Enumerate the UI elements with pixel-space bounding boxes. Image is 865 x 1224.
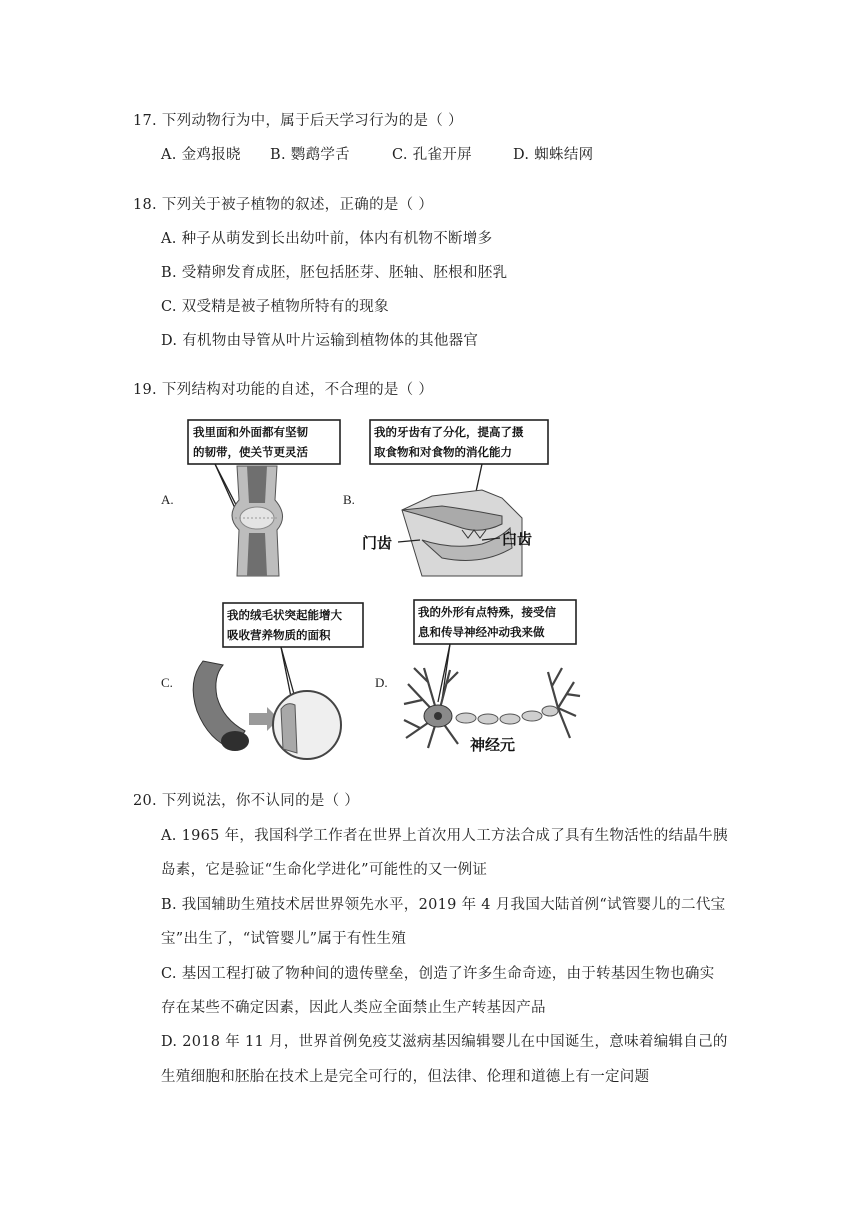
q17-option-c: C. 孔雀开屏 bbox=[392, 147, 472, 163]
neuron-caption-line1: 我的外形有点特殊，接受信 bbox=[418, 605, 556, 619]
q17-stem: 17. 下列动物行为中，属于后天学习行为的是（ ） bbox=[133, 113, 463, 129]
villi-caption-line1: 我的绒毛状突起能增大 bbox=[227, 608, 342, 622]
q19-label-b: B. bbox=[343, 492, 355, 507]
teeth-caption-line1: 我的牙齿有了分化，提高了摄 bbox=[374, 425, 524, 439]
q20-option-a-line2: 岛素，它是验证“生命化学进化”可能性的又一例证 bbox=[161, 862, 488, 878]
q19-stem: 19. 下列结构对功能的自述，不合理的是（ ） bbox=[133, 382, 434, 398]
q18-option-b: B. 受精卵发育成胚，胚包括胚芽、胚轴、胚根和胚乳 bbox=[161, 265, 508, 281]
q18-option-d: D. 有机物由导管从叶片运输到植物体的其他器官 bbox=[161, 333, 479, 349]
q18-option-a: A. 种子从萌发到长出幼叶前，体内有机物不断增多 bbox=[161, 231, 493, 247]
neuron-label: 神经元 bbox=[470, 736, 516, 754]
q17-option-d: D. 蜘蛛结网 bbox=[513, 147, 594, 163]
villi-caption-line2: 吸收营养物质的面积 bbox=[227, 628, 331, 642]
q20-option-c-line1: C. 基因工程打破了物种间的遗传壁垒，创造了许多生命奇迹，由于转基因生物也确实 bbox=[161, 966, 715, 982]
q19-label-d: D. bbox=[375, 675, 388, 690]
molar-label: 臼齿 bbox=[502, 530, 533, 548]
q20-option-c-line2: 存在某些不确定因素，因此人类应全面禁止生产转基因产品 bbox=[161, 1000, 546, 1016]
q20-option-d-line1: D. 2018 年 11 月，世界首例免疫艾滋病基因编辑婴儿在中国诞生，意味着编辑自己的 bbox=[161, 1034, 728, 1050]
incisor-label: 门齿 bbox=[362, 534, 393, 552]
neuron-caption-line2: 息和传导神经冲动我来做 bbox=[418, 625, 545, 639]
q20-option-b-line1: B. 我国辅助生殖技术居世界领先水平，2019 年 4 月我国大陆首例“试管婴儿的二代宝 bbox=[161, 897, 726, 913]
villi-figure bbox=[183, 601, 368, 761]
teeth-caption-line2: 取食物和对食物的消化能力 bbox=[374, 445, 512, 459]
joint-caption-line1: 我里面和外面都有坚韧 bbox=[193, 425, 308, 439]
teeth-figure bbox=[362, 418, 552, 580]
neuron-figure bbox=[398, 598, 583, 760]
q18-stem: 18. 下列关于被子植物的叙述，正确的是（ ） bbox=[133, 197, 434, 213]
q17-option-b: B. 鹦鹉学舌 bbox=[270, 147, 350, 163]
q18-option-c: C. 双受精是被子植物所特有的现象 bbox=[161, 299, 389, 315]
joint-caption-line2: 的韧带，使关节更灵活 bbox=[193, 445, 308, 459]
q20-option-d-line2: 生殖细胞和胚胎在技术上是完全可行的，但法律、伦理和道德上有一定问题 bbox=[161, 1069, 650, 1085]
joint-figure bbox=[185, 418, 345, 578]
q20-option-b-line2: 宝”出生了，“试管婴儿”属于有性生殖 bbox=[161, 931, 407, 947]
q19-label-c: C. bbox=[161, 675, 173, 690]
q20-stem: 20. 下列说法，你不认同的是（ ） bbox=[133, 793, 360, 809]
q20-option-a-line1: A. 1965 年，我国科学工作者在世界上首次用人工方法合成了具有生物活性的结晶牛胰 bbox=[161, 828, 728, 844]
q17-option-a: A. 金鸡报晓 bbox=[161, 147, 241, 163]
q19-label-a: A. bbox=[161, 492, 174, 507]
